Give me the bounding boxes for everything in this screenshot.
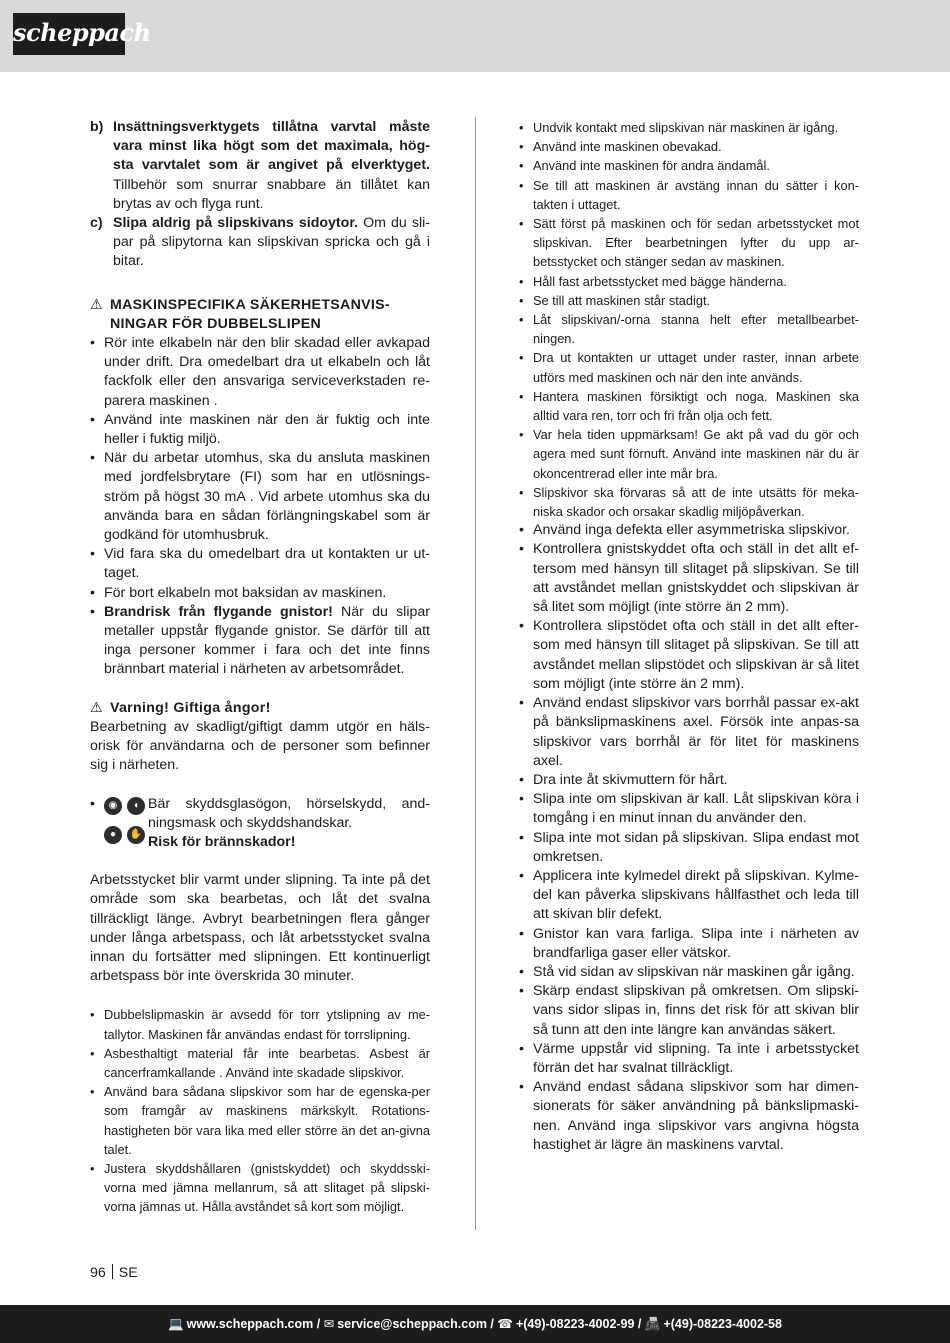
list-item: • Stå vid sidan av slipskivan när maskinen går igång. (519, 963, 859, 982)
item-b (90, 118, 430, 214)
safety-list-2 (90, 1005, 430, 1216)
list-item: • Kontrollera gnistskyddet ofta och ställ in det allt ef-tersom med hänsyn till slitaget på slipskivan. Se till att avståndet mellan gnistskyddet och slipskivan är så litet som möjligt (inte större än 2 mm). (519, 540, 859, 617)
list-item-fire (90, 603, 430, 680)
list-item: • Applicera inte kylmedel direkt på slipskivan. Kylme-del kan påverka slipskivans hållfasthet och leda till att skivan blir defekt. (519, 867, 859, 925)
safety-list-4 (519, 521, 859, 1155)
section-heading (90, 296, 430, 334)
mail-icon: ✉ (323, 1317, 335, 1331)
footer-email[interactable]: service@scheppach.com / (337, 1317, 494, 1331)
phone-icon: ☎ (497, 1317, 513, 1331)
warning-heading (90, 699, 430, 718)
list-item: • Kontrollera slipstödet ofta och ställ in det allt efter-som med hänsyn till slitaget på slipskivan. Se till att avståndet mellan slipstödet och slipskivan är så litet som möjligt (inte större än 2 mm). (519, 617, 859, 694)
heat-paragraph: Arbetsstycket blir varmt under slipning. Ta inte på det område som ska bearbetas, och låt det svalna tillräckligt länge. Avbryt bearbetningen flera gånger under långa arbetspass, och låt arbetsstycket svalna innan du fortsätter med slipningen. Ett kontinuerligt arbetspass bör inte överskrida 30 minuter. (90, 872, 430, 985)
list-item: • Asbesthaltigt material får inte bearbetas. Asbest är cancerframkallande . Använd inte skadade slipskivor. (90, 1044, 430, 1082)
list-item: • Dra ut kontakten ur uttaget under raster, innan arbete utförs med maskinen och när den inte används. (519, 348, 859, 386)
list-item: • Sätt först på maskinen och för sedan arbetsstycket mot slipskivan. Efter bearbetningen lyfter du upp ar-betsstycket och stänger sedan av maskinen. (519, 214, 859, 272)
list-item: • Använd endast slipskivor vars borrhål passar ex-akt på bänkslipmaskinens axel. Försök inte anpas-sa slipskivor vars borrhål är för litet för maskinens axel. (519, 694, 859, 771)
page-language: SE (118, 1265, 138, 1281)
brand-logo: scheppach (13, 13, 125, 55)
list-item: • Hantera maskinen försiktigt och noga. Maskinen ska alltid vara ren, torr och fri från olja och fett. (519, 387, 859, 425)
page-number (90, 1264, 138, 1281)
list-item: • Skärp endast slipskivan på omkretsen. Om slipski-vans sidor slipas in, finns det risk för att skivan blir så tunn att den inte längre kan användas säkert. (519, 982, 859, 1040)
list-item: • Använd endast sådana slipskivor som har dimen-sionerats för säker användning på bänkslipmaski-nen. Använd inga slipskivor vars angivna högsta hastighet är lägre än maskinens varvtal. (519, 1078, 859, 1155)
section-heading-text: MASKINSPECIFIKA SÄKERHETSANVIS-NINGAR FÖR DUBBELSLIPEN (110, 296, 390, 332)
list-item: • Dra inte åt skivmuttern för hårt. (519, 771, 859, 790)
item-b-bold: Insättningsverktygets tillåtna varvtal måste vara minst lika högt som det maximala, hög-sta varvtalet som är angivet på elverktyget. (113, 119, 430, 174)
gloves-icon: ✋ (127, 826, 145, 844)
list-item: • Använd bara sådana slipskivor som har de egenska-per som framgår av maskinens märkskylt. Rotations-hastigheten bör vara lika med eller större än det an-givna talet. (90, 1082, 430, 1159)
right-column (519, 118, 859, 1155)
list-item: • Slipa inte mot sidan på slipskivan. Slipa endast mot omkretsen. (519, 829, 859, 867)
ppe-text: Bär skyddsglasögon, hörselskydd, and-ningsmask och skyddshandskar. (148, 795, 430, 831)
footer-phone: +(49)-08223-4002-99 / (515, 1317, 642, 1331)
item-c-letter: c) (90, 215, 103, 232)
ppe-icons (104, 795, 148, 853)
list-item: • Slipskivor ska förvaras så att de inte utsätts för meka-niska skador och orsakar skadlig miljöpåverkan. (519, 483, 859, 521)
warning-title: Varning! Giftiga ångor! (110, 699, 271, 716)
list-item: • Undvik kontakt med slipskivan när maskinen är igång. (519, 118, 859, 137)
footer-fax: +(49)-08223-4002-58 (663, 1317, 782, 1331)
safety-list-1 (90, 334, 430, 680)
item-b-letter: b) (90, 119, 104, 135)
burn-warning: Risk för brännskador! (148, 833, 296, 850)
warning-triangle-icon: ⚠ (90, 296, 104, 313)
item-c-bold: Slipa aldrig på slipskivans sidoytor. (113, 215, 359, 232)
item-c (90, 214, 430, 272)
safety-list-3 (519, 118, 859, 521)
ppe-notice: • ◉ ◖ ● ✋ Bär skyddsglasögon, hörselskydd, and-ningsmask och skyddshandskar. Risk för brännskador! (90, 795, 430, 853)
list-item: • Gnistor kan vara farliga. Slipa inte i närheten av brandfarliga gaser eller vätskor. (519, 925, 859, 963)
ear-protection-icon: ◖ (127, 797, 145, 815)
item-b-text: Tillbehör som snurrar snabbare än tillåtet kan brytas av och flyga runt. (113, 176, 430, 212)
item-c-text: Om du sli-par på slipytorna kan slipskivan spricka och gå i bitar. (113, 215, 430, 270)
list-item: • Dubbelslipmaskin är avsedd för torr ytslipning av me-tallytor. Maskinen får användas endast för torrslipning. (90, 1005, 430, 1043)
list-item: • Slipa inte om slipskivan är kall. Låt slipskivan köra i tomgång i en minut innan du använder den. (519, 790, 859, 828)
list-item: • För bort elkabeln mot baksidan av maskinen. (90, 584, 430, 603)
list-item: • Håll fast arbetsstycket med bägge händerna. (519, 272, 859, 291)
list-item: • När du arbetar utomhus, ska du ansluta maskinen med jordfelsbrytare (FI) som har en utlösnings-ström på högst 30 mA . Vid arbete utomhus ska du använda bara en sådan förlängningskabel som är godkänd för utomhusbruk. (90, 449, 430, 545)
list-item: • Använd inga defekta eller asymmetriska slipskivor. (519, 521, 859, 540)
footer-web[interactable]: www.scheppach.com / (186, 1317, 321, 1331)
list-item: • Var hela tiden uppmärksam! Ge akt på vad du gör och agera med sunt förnuft. Använd inte maskinen när du är okoncentrerad eller inte mår bra. (519, 425, 859, 483)
fire-warning-bold: Brandrisk från flygande gnistor! (104, 603, 333, 620)
page-number-value: 96 (90, 1265, 106, 1281)
header-bar (0, 0, 950, 72)
list-item: • Justera skyddshållaren (gnistskyddet) och skyddsski-vorna med jämna mellanrum, så att slitaget på slipski-vorna jämnas ut. Hålla avståndet så kort som möjligt. (90, 1159, 430, 1217)
goggles-icon: ◉ (104, 797, 122, 815)
list-item: • Låt slipskivan/-orna stanna helt efter metallbearbet-ningen. (519, 310, 859, 348)
fire-warning-text: När du slipar metaller uppstår flygande gnistor. Se därför till att inga personer kommer i fara och det inte finns brännbart material i närheten av arbetsområdet. (104, 603, 430, 678)
list-item: • Vid fara ska du omedelbart dra ut kontakten ur ut-taget. (90, 545, 430, 583)
list-item: • Använd inte maskinen när den är fuktig och inte heller i fuktig miljö. (90, 411, 430, 449)
column-divider (475, 117, 476, 1230)
list-item: • Använd inte maskinen obevakad. (519, 137, 859, 156)
computer-icon: 💻 (168, 1317, 184, 1331)
footer-bar (0, 1305, 950, 1343)
list-item: • Använd inte maskinen för andra ändamål. (519, 156, 859, 175)
list-item: • Rör inte elkabeln när den blir skadad eller avkapad under drift. Dra omedelbart dra ut elkabeln och låt fackfolk eller den ansvariga serviceverkstaden re-parera maskinen . (90, 334, 430, 411)
list-item: • Se till att maskinen är avstäng innan du sätter i kon-takten i uttaget. (519, 176, 859, 214)
mask-icon: ● (104, 826, 122, 844)
list-item: • Värme uppstår vid slipning. Ta inte i arbetsstycket förrän det har svalnat tillräckligt. (519, 1040, 859, 1078)
list-item: • Se till att maskinen står stadigt. (519, 291, 859, 310)
warning-text: Bearbetning av skadligt/giftigt damm utgör en häls-orisk för användarna och de personer som befinner sig i närheten. (90, 718, 430, 774)
fax-icon: 📠 (644, 1317, 661, 1331)
warning-triangle-icon: ⚠ (90, 699, 104, 716)
left-column (90, 118, 430, 1217)
